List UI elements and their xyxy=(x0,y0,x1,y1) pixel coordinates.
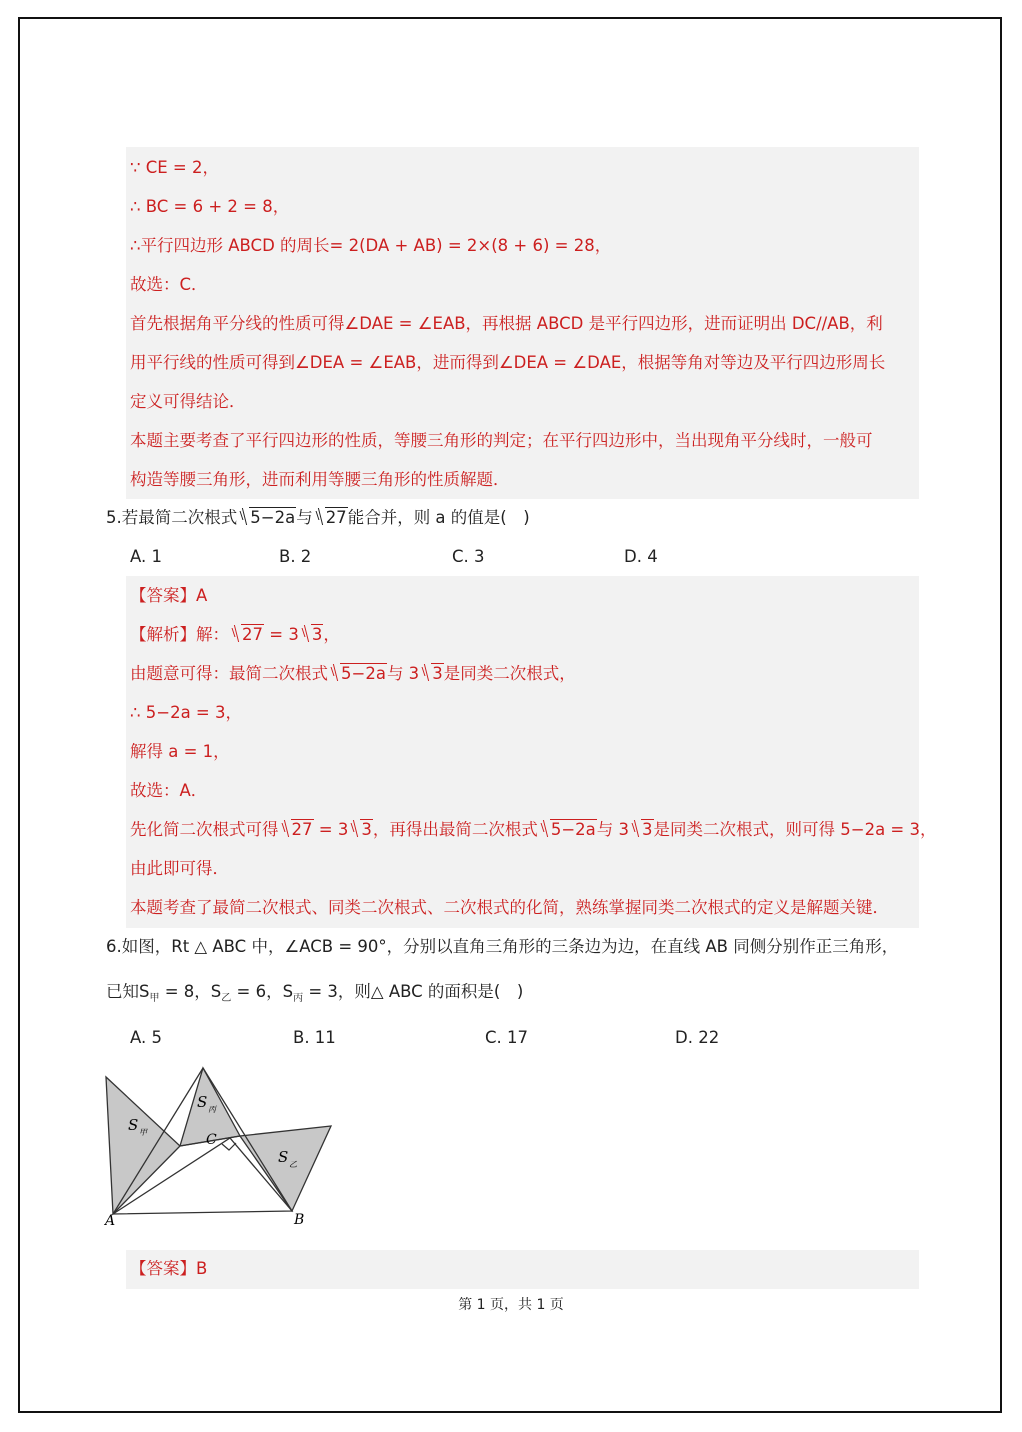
q5-analysis-line xyxy=(130,624,340,646)
sqrt-symbol xyxy=(349,819,373,841)
radicand: 3 xyxy=(642,820,653,839)
q5-option-b[interactable]: B. 2 xyxy=(279,547,312,566)
sqrt-symbol xyxy=(539,819,597,841)
geometry-figure xyxy=(100,1060,340,1235)
label-s-bing: S xyxy=(197,1093,208,1111)
radicand: 5−2a xyxy=(550,820,596,839)
subscript: 乙 xyxy=(221,993,232,1004)
label-a: A xyxy=(105,1213,116,1229)
sqrt-symbol xyxy=(420,663,444,685)
q5-option-d[interactable]: D. 4 xyxy=(624,547,658,566)
sqrt-symbol xyxy=(329,663,387,685)
q5-analysis-line: 故选：A． xyxy=(130,781,208,800)
q5-analysis-line: 解得 a = 1， xyxy=(130,742,230,761)
solution-line: 本题主要考查了平行四边形的性质，等腰三角形的判定；在平行四边形中，当出现角平分线时，一般可 xyxy=(130,431,873,450)
solution-line: ∴平行四边形 ABCD 的周长= 2(DA + AB) = 2×(8 + 6) = 28， xyxy=(130,236,612,255)
label-s-jia-sub: 甲 xyxy=(139,1128,147,1137)
q5-option-a[interactable]: A. 1 xyxy=(130,547,162,566)
subscript: 甲 xyxy=(149,993,160,1004)
q6-option-d[interactable]: D. 22 xyxy=(675,1028,720,1047)
text: 是同类二次根式，则可得 5−2a = 3， xyxy=(653,820,937,839)
q5-option-c[interactable]: C. 3 xyxy=(452,547,485,566)
q6-answer: 【答案】B xyxy=(130,1259,208,1278)
radicand: 27 xyxy=(242,625,263,644)
sqrt-symbol xyxy=(300,624,324,646)
label-b: B xyxy=(294,1212,305,1228)
q5-answer: 【答案】A xyxy=(130,586,208,605)
text: 先化简二次根式可得 xyxy=(130,820,279,839)
solution-line: 构造等腰三角形，进而利用等腰三角形的性质解题． xyxy=(130,470,510,489)
sqrt-symbol xyxy=(314,507,348,529)
solution-line: 故选：C． xyxy=(130,275,208,294)
q6-option-c[interactable]: C. 17 xyxy=(485,1028,529,1047)
radicand: 27 xyxy=(325,508,347,527)
question-5-stem xyxy=(106,507,530,529)
q6-option-b[interactable]: B. 11 xyxy=(293,1028,336,1047)
subscript: 丙 xyxy=(293,993,304,1004)
q5-suffix: 能合并，则 a 的值是( ) xyxy=(347,508,530,527)
text: = 3，则△ ABC 的面积是( ) xyxy=(303,982,524,1001)
sqrt-symbol xyxy=(280,819,314,841)
punctuation: ， xyxy=(323,625,340,644)
q5-analysis-line: ∴ 5−2a = 3， xyxy=(130,703,242,722)
question-6-stem: 6.如图，Rt △ ABC 中，∠ACB = 90°，分别以直角三角形的三条边为边，在直线 AB 同侧分别作正三角形， xyxy=(106,937,899,956)
sqrt-symbol xyxy=(630,819,654,841)
equation-text: = 3 xyxy=(264,625,299,644)
q6-option-a[interactable]: A. 5 xyxy=(130,1028,162,1047)
q5-prefix: 5.若最简二次根式 xyxy=(106,508,238,527)
question-6-stem-line2 xyxy=(106,981,523,1010)
sqrt-symbol xyxy=(230,624,264,646)
text: 已知S xyxy=(106,982,150,1001)
q5-mid: 与 xyxy=(296,508,313,527)
text: = 3 xyxy=(313,820,349,839)
solution-box-q6 xyxy=(126,1250,919,1289)
text: 与 3 xyxy=(386,664,420,683)
solution-line: 用平行线的性质可得到∠DEA = ∠EAB，进而得到∠DEA = ∠DAE，根据等角对等边及平行四边形周长 xyxy=(130,353,886,372)
radicand: 5−2a xyxy=(341,664,386,683)
radicand: 3 xyxy=(432,664,443,683)
label-s-bing-sub: 丙 xyxy=(208,1105,216,1114)
solution-line: ∴ BC = 6 + 2 = 8， xyxy=(130,197,290,216)
sqrt-symbol xyxy=(238,507,296,529)
radicand: 3 xyxy=(361,820,372,839)
page-footer: 第 1 页，共 1 页 xyxy=(458,1297,564,1313)
label-s-yi-sub: 乙 xyxy=(289,1160,297,1169)
q5-analysis-line: 由此即可得． xyxy=(130,859,229,878)
radicand: 5−2a xyxy=(250,508,296,527)
solution-line: 首先根据角平分线的性质可得∠DAE = ∠EAB，再根据 ABCD 是平行四边形，进而证明出 DC//AB，利 xyxy=(130,314,883,333)
q5-analysis-line xyxy=(130,819,937,841)
text: 与 3 xyxy=(596,820,630,839)
text: 是同类二次根式， xyxy=(443,664,576,683)
text: = 6，S xyxy=(231,982,294,1001)
label-s-yi: S xyxy=(278,1148,289,1166)
q5-analysis-line: 本题考查了最简二次根式、同类二次根式、二次根式的化简，熟练掌握同类二次根式的定义是解题关键． xyxy=(130,898,889,917)
label-c: C xyxy=(206,1132,217,1148)
radicand: 3 xyxy=(311,625,323,644)
text: 由题意可得：最简二次根式 xyxy=(130,664,328,683)
q5-analysis-line xyxy=(130,663,576,685)
solution-line: ∵ CE = 2， xyxy=(130,158,220,177)
radicand: 27 xyxy=(291,820,313,839)
analysis-label: 【解析】解： xyxy=(130,625,229,644)
solution-line: 定义可得结论． xyxy=(130,392,246,411)
label-s-jia: S xyxy=(128,1116,139,1134)
text: = 8，S xyxy=(159,982,222,1001)
text: ，再得出最简二次根式 xyxy=(372,820,538,839)
